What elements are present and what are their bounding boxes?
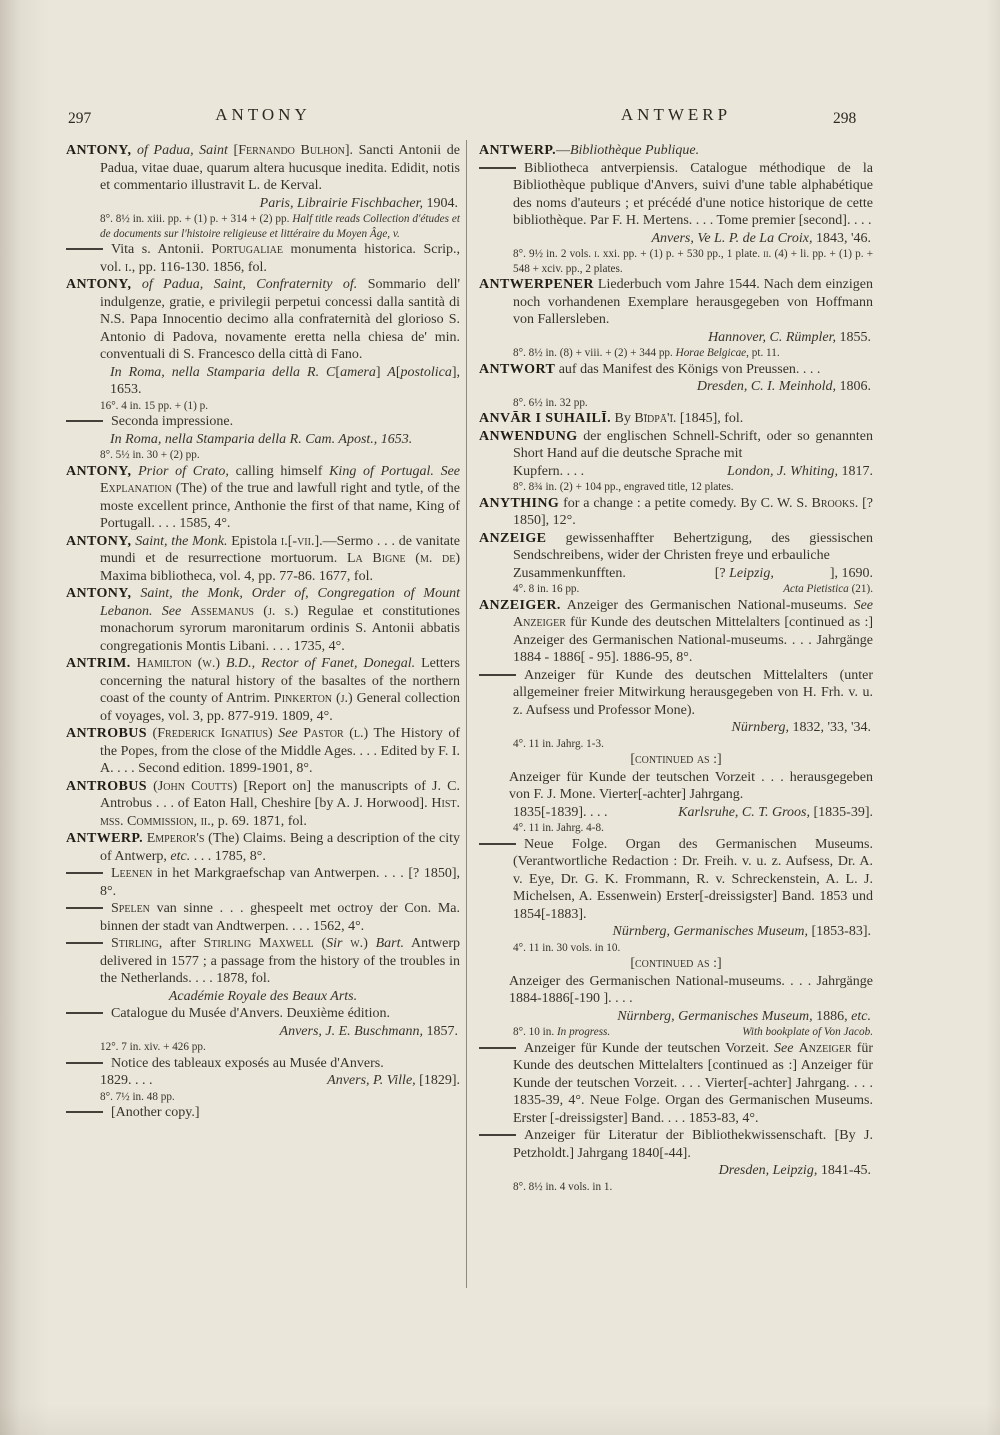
text-run: Bibliotheca antverpiensis. Catalogue méthodique de la Bibliothèque publique d'Anvers, suivi d'une table alphabétique des noms d'auteurs ; et précédé d'une notice historique de cette bibliothèque. Par F. H. Mertens. . . . Tome premier [second]. . . . — [513, 160, 873, 228]
catalog-paragraph — [479, 821, 873, 836]
catalog-entry-dash — [66, 1005, 460, 1023]
text-run: ) Regulae et constitutiones monachorum syrorum maronitarum ordinis S. Antonii abbatis congregationis Montis Libani. . . . 1735, 4°. — [100, 603, 460, 654]
text-run — [434, 464, 441, 479]
text-run: 1843, '46. — [812, 230, 871, 246]
text-run: ii. — [763, 248, 772, 260]
catalog-paragraph — [479, 719, 873, 737]
text-run: [continued as :] — [630, 956, 722, 971]
text-run: ) The History of the Popes, from the close of the Middle Ages. . . . Edited by F. I. A. . . . Second edition. 1899-1901, 8°. — [100, 726, 461, 776]
split-left — [100, 1072, 153, 1090]
text-run: ANVĀR I SUHAILĪ. — [479, 411, 612, 426]
catalog-paragraph — [479, 428, 873, 463]
repeat-dash-icon — [66, 248, 103, 250]
catalog-paragraph — [66, 1040, 460, 1055]
text-run: ANZEIGE — [479, 530, 547, 546]
text-run: ) — [363, 936, 376, 951]
catalog-paragraph — [479, 1162, 873, 1180]
split-right — [742, 1025, 873, 1040]
text-run: after — [162, 936, 204, 951]
repeat-dash-icon — [66, 942, 103, 944]
text-run: ANTRIM. — [66, 656, 131, 671]
text-run: (4) + li. pp. + (1) p. + 548 + xciv. pp., 2 plates. — [513, 248, 874, 275]
text-run: Anvers, P. Ville, — [327, 1073, 416, 1088]
page-number-right: 298 — [833, 110, 857, 127]
text-run: ], 1690. — [773, 565, 873, 581]
text-run: — — [555, 143, 570, 158]
repeat-dash-icon — [66, 1012, 103, 1014]
text-run: 8°. 8½ in. 4 vols. in 1. — [513, 1180, 613, 1193]
catalog-paragraph — [66, 431, 460, 449]
split-right — [727, 463, 873, 481]
text-run: [1835-39]. — [810, 804, 873, 820]
text-run: ( — [253, 603, 268, 619]
text-run: Antwerp delivered in 1577 ; a passage from the history of the troubles in the Netherlands. . . . 1878, fol. — [100, 936, 460, 986]
page-number-left: 297 — [68, 110, 92, 127]
catalog-paragraph — [66, 830, 460, 865]
text-run: ii. — [200, 813, 211, 829]
text-run: , pt. 11. — [746, 347, 780, 359]
catalog-paragraph — [479, 941, 873, 956]
text-run: for a change : a petite comedy. By C. W. S. — [559, 495, 812, 511]
text-run: Anvers, Ve L. P. de La Croix, — [651, 230, 813, 246]
text-run: ( — [147, 778, 158, 794]
text-run: ) Maxima bibliotheca, vol. 4, pp. 77-86. 1677, fol. — [100, 551, 460, 584]
text-run: monumenta historica. Scrip., vol. — [100, 242, 461, 275]
text-run: 4°. 11 in. 30 vols. in 10. — [513, 941, 621, 954]
text-run: w. — [350, 936, 364, 951]
text-run: By — [611, 411, 635, 426]
text-run: ANZEIGER. — [479, 597, 561, 613]
catalog-paragraph — [479, 361, 873, 379]
text-run: Half title reads Collection d'études et de documents sur l'histoire religieuse et littéraire du Moyen Âge, v. — [100, 213, 460, 240]
text-run: Assemanus — [190, 603, 254, 619]
text-run: 1886, — [812, 1008, 852, 1024]
catalog-paragraph — [479, 582, 873, 597]
catalog-paragraph — [479, 463, 873, 481]
text-run: London, J. Whiting, — [727, 463, 838, 479]
text-run: See — [853, 597, 873, 613]
catalog-paragraph — [66, 655, 460, 725]
text-run: ANWENDUNG — [479, 428, 578, 444]
text-run: Emperor's — [146, 831, 205, 846]
split-left — [513, 582, 579, 597]
text-run: Anzeiger für Kunde der teutschen Vorzeit. — [524, 1040, 775, 1056]
repeat-dash-icon — [479, 1134, 516, 1136]
text-run: Liederbuch vom Jahre 1544. Nach dem einzigen noch vorhandenen Exemplare herausgegeben von Hoffmann von Fallersleben. — [513, 277, 873, 327]
text-run: Kupfern. . . . — [513, 463, 585, 479]
text-run: Nürnberg, — [731, 720, 789, 735]
catalog-paragraph — [66, 463, 460, 533]
catalog-paragraph — [66, 195, 460, 213]
text-run: m. de — [419, 551, 456, 566]
text-run: ]. Sancti Antonii de Padua, vitae duae, quarum altera hucusque inedita. Edidit, notis et commentario illustravit L. de Kerval. — [100, 143, 460, 193]
catalog-paragraph — [66, 988, 460, 1006]
text-run: Stirling, — [111, 936, 163, 951]
text-run: Anzeiger für Kunde des deutschen Mittelalters (unter allgemeiner freier Mitwirkung herausgegeben von H. Frh. v. u. z. Aufsess und Professor Mone). — [513, 667, 873, 718]
catalog-paragraph — [479, 804, 873, 822]
text-run: ANTWERP. — [479, 143, 556, 158]
text-run: [1853-83]. — [808, 924, 871, 939]
catalog-entry-dash — [479, 667, 873, 720]
text-run: In Roma, nella Stamparia della R. C — [110, 364, 336, 380]
text-run: (21). — [848, 583, 873, 595]
text-run: 1806. — [836, 379, 871, 394]
text-run: (The) of the true and lawfull right and tytle, of the moste excellent prince, Anthonie the first of that name, King of Portugall. . . . 1585, 4°. — [100, 481, 460, 531]
text-run: Stirling Maxwell — [203, 936, 314, 951]
text-run: Paris, Librairie Fischbacher, — [259, 195, 423, 211]
text-run: ( — [343, 726, 354, 741]
text-run: 8°. 9½ in. 2 vols. — [513, 248, 595, 260]
text-run: [continued as :] — [630, 752, 722, 767]
repeat-dash-icon — [479, 674, 516, 676]
text-run: (The) Claims. Being a description of the city of Antwerp, — [100, 831, 461, 864]
text-run: Anzeiger des Germanischen National-museums. . . . Jahrgänge 1884-1886[-190 ]. . . . — [509, 973, 873, 1006]
text-run: ANTWORT — [479, 361, 556, 377]
catalog-paragraph — [479, 565, 873, 583]
text-run: Leenen — [111, 866, 153, 881]
text-run: Fernando Bulhon — [238, 143, 345, 158]
text-run: Notice des tableaux exposés au Musée d'Anvers. — [111, 1055, 384, 1071]
text-run: etc. — [170, 848, 191, 864]
text-run: B.D., Rector of Fanet, Donegal. — [225, 656, 416, 671]
text-run: 8°. 10 in. — [513, 1026, 557, 1038]
text-run: etc. — [851, 1008, 871, 1024]
repeat-dash-icon — [66, 420, 103, 422]
repeat-dash-icon — [66, 1062, 103, 1064]
repeat-dash-icon — [479, 1047, 516, 1049]
catalog-paragraph — [479, 530, 873, 565]
text-run: Anzeiger für Kunde der teutschen Vorzeit . . . herausgegeben von F. J. Mone. Vierter[-achter] Jahrgang. — [509, 769, 873, 802]
text-run: amera — [340, 364, 376, 380]
catalog-paragraph — [479, 410, 873, 428]
text-run: i. — [124, 259, 132, 275]
text-run: Prior of Crato, — [131, 463, 229, 479]
text-run: j. — [340, 691, 349, 706]
text-run: Acta Pietistica — [783, 583, 849, 595]
text-run: 8°. 5½ in. 30 + (2) pp. — [100, 449, 200, 461]
catalog-entry-dash — [66, 1055, 460, 1073]
text-run: Anvers, J. E. Buschmann, — [279, 1023, 423, 1039]
catalog-paragraph — [479, 142, 873, 160]
text-run: für Kunde des deutschen Mittelalters [continued as :] Anzeiger für Kunde der teutschen Vorzeit. . . . Vierter[-achter] Jahrgang. . . . 1835-39, 4°. Neue Folge. Organ des Germanischen Museums. Erster [-dreissigster] Band. . . . 1853-83, 4°. — [513, 1040, 874, 1126]
text-run: ANYTHING — [479, 495, 560, 511]
text-run: Vita s. Antonii. — [111, 242, 212, 257]
text-run: Bibliothèque Publique. — [569, 143, 700, 158]
text-run: 1835[-1839]. . . . — [513, 804, 608, 820]
text-run: [1829]. — [415, 1073, 460, 1088]
text-run: ANTONY, — [66, 463, 132, 479]
text-run: 1829. . . . — [100, 1073, 153, 1088]
column-divider-rule — [466, 140, 467, 1288]
text-run: ANTONY, — [66, 533, 132, 549]
catalog-paragraph — [479, 1025, 873, 1040]
text-run: Sommario dell' indulgenze, gratie, e privilegii perpetui concessi dalla santità di N.S. Papa Innocentio decimo alla confraternità del glorioso S. Antonio di Padova, novamente eretta nella chiesa de' min. conventuali di S. Francesco della città di Fano. — [100, 277, 460, 362]
catalog-paragraph — [479, 597, 873, 667]
text-run: Dresden, Leipzig, — [718, 1163, 818, 1178]
text-run: j. s. — [267, 603, 294, 619]
text-run: 4°. 11 in. Jahrg. 1-3. — [513, 737, 604, 750]
repeat-dash-icon — [66, 907, 103, 909]
text-run: Neue Folge. Organ des Germanischen Museums. (Verantwortliche Redaction : Dr. Freih. v. u. z. Aufsess, Dr. A. v. Eye, Dr. G. K. Frommann, R. v. Schreckenstein, A. L. J. Michelsen, A. Essenwein) Erster[-dreissigster] Band. 1853 und 1854[-1883]. — [513, 836, 873, 922]
text-run: ANTONY, — [66, 586, 132, 601]
text-run: ANTWERPENER — [479, 277, 594, 292]
text-run: ( — [313, 936, 327, 951]
text-run: Epistola — [227, 533, 281, 549]
repeat-dash-icon — [66, 1111, 103, 1113]
text-run: l. — [353, 726, 364, 741]
catalog-entry-dash — [66, 413, 460, 431]
text-run: Nürnberg, Germanisches Museum, — [617, 1008, 813, 1024]
text-run: ( — [332, 691, 341, 706]
catalog-paragraph — [66, 364, 460, 399]
catalog-entry-dash — [66, 900, 460, 935]
column-right — [479, 142, 873, 1194]
text-run: Horae Belgicae — [675, 347, 747, 359]
text-run: 16°. 4 in. 15 pp. + (1) p. — [100, 399, 209, 412]
catalog-paragraph — [479, 751, 873, 769]
text-run: ANTONY, — [66, 277, 132, 292]
text-run: Zusammenkunfften. — [513, 565, 626, 581]
split-left — [513, 565, 626, 583]
text-run: [? — [714, 565, 730, 581]
catalog-entry-dash — [479, 1127, 873, 1162]
text-run: 8°. 7½ in. 48 pp. — [100, 1090, 175, 1103]
text-run: ) General collection of voyages, vol. 3, pp. 877-919. 1809, 4°. — [100, 691, 460, 724]
text-run: für Kunde des deutschen Mittelalters [continued as :] Anzeiger des Germanischen National-museums. . . . Jahrgänge 1884 - 1886[ - 95]. 1886-95, 8°. — [513, 615, 873, 665]
text-run: Pinkerton — [273, 691, 333, 706]
catalog-paragraph — [66, 448, 460, 463]
text-run: , pp. 116-130. 1856, fol. — [131, 259, 267, 275]
text-run: Spelen — [111, 901, 150, 916]
catalog-paragraph — [479, 1008, 873, 1026]
text-run: i. — [594, 248, 600, 260]
catalog-paragraph — [479, 346, 873, 361]
text-run: Explanation — [100, 481, 172, 496]
catalog-paragraph — [479, 329, 873, 347]
text-run: [ — [335, 364, 341, 380]
catalog-paragraph — [479, 480, 873, 495]
catalog-paragraph — [66, 1090, 460, 1105]
catalog-paragraph — [479, 378, 873, 396]
text-run: calling himself — [228, 463, 330, 479]
text-run: [1845], fol. — [676, 411, 744, 426]
column-left — [66, 142, 460, 1122]
repeat-dash-icon — [66, 872, 103, 874]
catalog-paragraph — [66, 533, 460, 586]
catalog-paragraph — [479, 737, 873, 752]
catalog-paragraph — [66, 212, 460, 241]
text-run: Catalogue du Musée d'Anvers. Deuxième édition. — [111, 1006, 390, 1021]
catalog-entry-dash — [66, 1104, 460, 1122]
text-run: ], 1653. — [110, 364, 460, 397]
catalog-paragraph — [479, 955, 873, 973]
text-run: van sinne . . . ghespeelt met octroy der Con. Ma. binnen der stadt van Andtwerpen. . . . 1562, 4°. — [100, 901, 460, 934]
text-run: 1857. — [423, 1023, 458, 1039]
text-run: See — [440, 463, 461, 479]
text-run: King of Portugal. — [329, 463, 434, 479]
text-run: 1817. — [838, 463, 873, 479]
catalog-paragraph — [66, 1023, 460, 1041]
text-run: w. — [202, 656, 216, 671]
split-right — [327, 1072, 460, 1090]
text-run: [ — [395, 364, 401, 380]
text-run: [? 1850], 12°. — [513, 495, 873, 528]
split-right — [783, 582, 873, 597]
catalog-paragraph — [66, 1072, 460, 1090]
text-run: 4°. 8 in. 16 pp. — [513, 583, 580, 595]
text-run: ( — [147, 726, 158, 741]
text-run: See — [278, 726, 298, 741]
text-run: 1855. — [836, 329, 871, 345]
text-run: Saint, the Monk, Order of, Congregation of Mount Lebanon. See — [100, 586, 460, 619]
text-run: Saint, the Monk. — [131, 533, 228, 549]
split-left — [513, 1025, 610, 1040]
text-run: Bīdpā'ī. — [634, 411, 677, 426]
text-run: , p. 69. 1871, fol. — [210, 813, 307, 829]
text-run: of Padua, Saint — [131, 143, 234, 158]
catalog-paragraph — [479, 973, 873, 1008]
text-run: Anzeiger des Germanischen National-museums. — [560, 597, 854, 613]
text-run: ANTROBUS — [66, 726, 147, 741]
catalog-paragraph — [66, 276, 460, 364]
text-run: La Bigne — [346, 551, 406, 566]
catalog-paragraph — [479, 769, 873, 804]
text-run: 8°. 6½ in. 32 pp. — [513, 396, 588, 409]
text-run: Karlsruhe, C. T. Groos, — [678, 804, 810, 820]
text-run: Hamilton — [136, 656, 192, 671]
text-run: Hist. mss. Commission, — [100, 796, 460, 829]
text-run: i. — [280, 533, 288, 549]
split-left — [513, 804, 608, 822]
text-run: ANTWERP. — [66, 831, 143, 846]
catalog-paragraph — [479, 495, 873, 530]
catalog-paragraph — [479, 1180, 873, 1195]
text-run: ].—Sermo . . . de vanitate mundi et de resurrectione mortuorum. — [100, 533, 460, 566]
catalog-entry-dash — [66, 241, 460, 276]
catalog-entry-dash — [66, 865, 460, 900]
text-run: ( — [191, 656, 203, 671]
split-left — [513, 463, 584, 481]
text-run: Seconda impressione. — [111, 414, 234, 429]
text-run: ANTROBUS — [66, 778, 147, 794]
text-run: [- — [287, 533, 298, 549]
text-run: Letters concerning the natural history of the basaltes of the northern coast of the county of Antrim. — [100, 656, 460, 706]
text-run: vii. — [297, 533, 315, 549]
text-run: Dresden, C. I. Meinhold, — [696, 379, 836, 394]
text-run: In progress. — [556, 1026, 611, 1038]
text-run: 1904. — [423, 195, 458, 211]
text-run: Frederick Ignatius — [157, 726, 269, 741]
text-run: . . . 1785, 8°. — [190, 848, 266, 864]
catalog-paragraph — [479, 396, 873, 411]
catalog-entry-dash — [66, 935, 460, 988]
text-run: Nürnberg, Germanisches Museum, — [612, 924, 808, 939]
text-run: 1841-45. — [817, 1163, 871, 1178]
repeat-dash-icon — [479, 167, 516, 169]
text-run: With bookplate of Von Jacob. — [742, 1026, 873, 1038]
catalog-paragraph — [66, 399, 460, 414]
text-run: Anzeiger für Literatur der Bibliothekwissenschaft. [By J. Petzholdt.] Jahrgang 1840[-44]. — [513, 1128, 873, 1161]
catalog-entry-dash — [479, 160, 873, 230]
text-run: xxi. pp. + (1) p. + 530 pp., 1 plate. — [599, 248, 764, 260]
text-run: postolica — [400, 364, 452, 380]
text-run: 8°. 8½ in. (8) + viii. + (2) + 344 pp. — [513, 347, 676, 359]
text-run: Académie Royale des Beaux Arts. — [168, 988, 358, 1004]
catalog-entry-dash — [479, 1040, 873, 1128]
catalog-paragraph — [66, 585, 460, 655]
catalog-paragraph — [66, 778, 460, 831]
catalog-paragraph — [66, 142, 460, 195]
text-run: Anzeiger — [798, 1040, 852, 1056]
text-run: In Roma, nella Stamparia della R. Cam. Apost., 1653. — [110, 431, 413, 447]
catalog-paragraph — [66, 725, 460, 778]
text-run: [Another copy.] — [111, 1105, 200, 1120]
text-run: 8°. 8½ in. xiii. pp. + (1) p. + 314 + (2) pp. — [100, 213, 293, 225]
text-run: Portugaliae — [211, 242, 283, 257]
catalog-paragraph — [479, 923, 873, 941]
text-run: ( — [405, 551, 420, 566]
text-run: A — [380, 364, 396, 380]
catalog-paragraph — [479, 247, 873, 276]
catalog-entry-dash — [479, 836, 873, 924]
split-right — [715, 565, 873, 583]
text-run: 8°. 8¾ in. (2) + 104 pp., engraved title, 12 plates. — [513, 481, 734, 493]
text-run: 1832, '33, '34. — [788, 720, 871, 735]
text-run: Leipzig, — [729, 565, 774, 581]
text-run: Pastor — [303, 726, 344, 741]
catalog-paragraph — [479, 230, 873, 248]
text-run: Bart. — [375, 936, 405, 951]
text-run: auf das Manifest des Königs von Preussen. . . . — [555, 361, 821, 377]
text-run: 4°. 11 in. Jahrg. 4-8. — [513, 822, 604, 834]
text-run: der englischen Schnell-Schrift, oder so genannten Short Hand auf die deutsche Sprache mit — [513, 428, 873, 461]
catalog-paragraph — [479, 276, 873, 329]
text-run: ) — [268, 726, 279, 741]
text-run: John Coutts — [157, 778, 233, 794]
text-run: ) — [215, 656, 226, 671]
text-run: Brooks. — [811, 495, 859, 511]
text-run: in het Markgraefschap van Antwerpen. . . . [? 1850], 8°. — [100, 866, 460, 899]
text-run: gewissenhaffter Behertzigung, des giessischen Sendschreibens, wider der Christen freye und erbauliche — [513, 530, 873, 563]
text-run: ANTONY, — [66, 143, 132, 158]
text-run: Sir — [326, 936, 343, 951]
text-run: 12°. 7 in. xiv. + 426 pp. — [100, 1041, 206, 1053]
text-run: See — [774, 1040, 794, 1056]
text-run: ) [Report on] the manuscripts of J. C. Antrobus . . . of Eaton Hall, Cheshire [by A. J. Horwood]. — [100, 778, 460, 811]
running-title-right: ANTWERP — [620, 105, 732, 124]
split-right — [678, 804, 873, 822]
text-run: Hannover, C. Rümpler, — [708, 329, 836, 345]
text-run: [ — [233, 143, 239, 158]
text-run: ] — [375, 364, 381, 380]
text-run: of Padua, Saint, Confraternity of. — [131, 277, 358, 292]
text-run: Anzeiger — [513, 615, 566, 630]
repeat-dash-icon — [479, 843, 516, 845]
running-title-left: ANTONY — [215, 105, 311, 124]
